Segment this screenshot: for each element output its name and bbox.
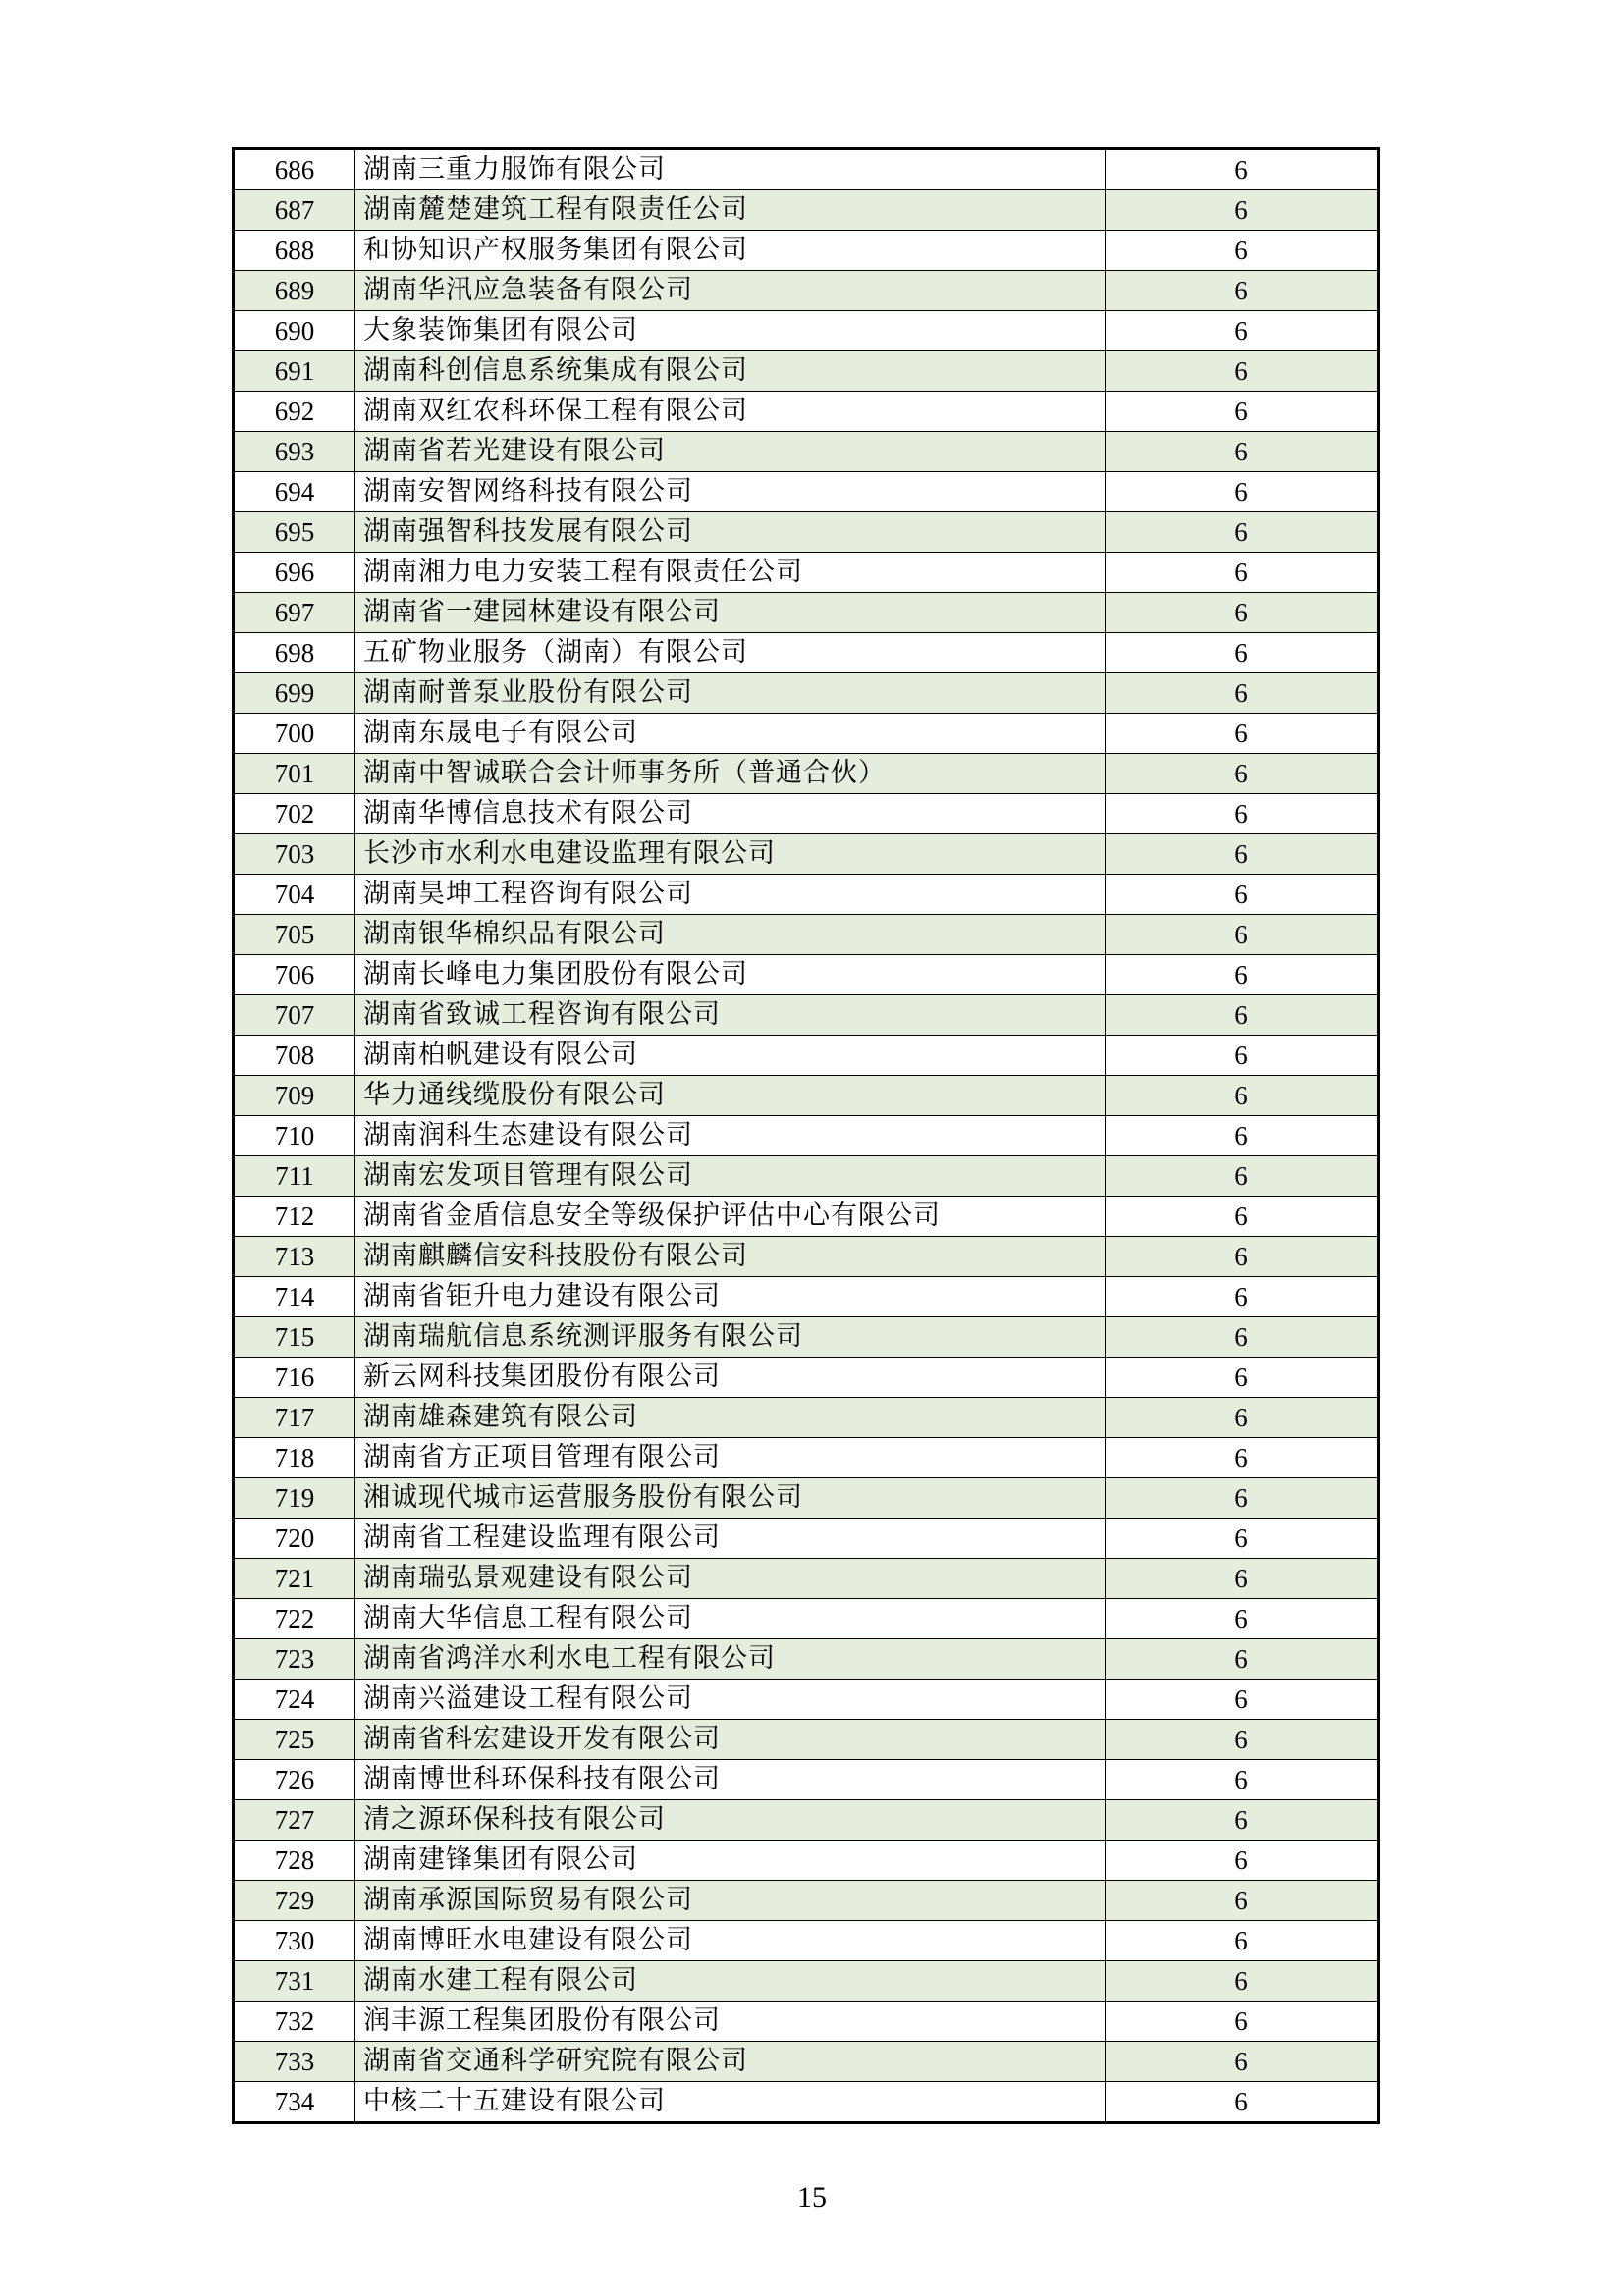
company-name-cell: 湖南三重力服饰有限公司 — [355, 149, 1106, 190]
row-number-cell: 731 — [234, 1961, 355, 2002]
table-row — [234, 633, 1379, 673]
score-cell: 6 — [1106, 1559, 1379, 1599]
company-name-cell: 湖南省钜升电力建设有限公司 — [355, 1277, 1106, 1317]
score-cell: 6 — [1106, 1921, 1379, 1961]
company-name-cell: 湖南省交通科学研究院有限公司 — [355, 2042, 1106, 2082]
row-number-cell: 721 — [234, 1559, 355, 1599]
table-row — [234, 834, 1379, 875]
score-cell: 6 — [1106, 1116, 1379, 1156]
row-number-cell: 703 — [234, 834, 355, 875]
row-number-cell: 697 — [234, 593, 355, 633]
row-number-cell: 729 — [234, 1881, 355, 1921]
score-cell: 6 — [1106, 149, 1379, 190]
row-number-cell: 695 — [234, 512, 355, 553]
company-name-cell: 湖南省金盾信息安全等级保护评估中心有限公司 — [355, 1197, 1106, 1237]
score-cell: 6 — [1106, 955, 1379, 995]
company-name-cell: 华力通线缆股份有限公司 — [355, 1076, 1106, 1116]
score-cell: 6 — [1106, 392, 1379, 432]
row-number-cell: 708 — [234, 1036, 355, 1076]
row-number-cell: 728 — [234, 1841, 355, 1881]
row-number-cell: 691 — [234, 351, 355, 392]
score-cell: 6 — [1106, 1478, 1379, 1519]
table-row — [234, 754, 1379, 794]
table-row — [234, 1277, 1379, 1317]
row-number-cell: 698 — [234, 633, 355, 673]
table-row — [234, 1841, 1379, 1881]
row-number-cell: 727 — [234, 1800, 355, 1841]
score-cell: 6 — [1106, 1881, 1379, 1921]
score-cell: 6 — [1106, 472, 1379, 512]
company-name-cell: 湖南省科宏建设开发有限公司 — [355, 1720, 1106, 1760]
row-number-cell: 726 — [234, 1760, 355, 1800]
row-number-cell: 696 — [234, 553, 355, 593]
row-number-cell: 724 — [234, 1680, 355, 1720]
score-cell: 6 — [1106, 834, 1379, 875]
row-number-cell: 713 — [234, 1237, 355, 1277]
company-name-cell: 湖南润科生态建设有限公司 — [355, 1116, 1106, 1156]
row-number-cell: 712 — [234, 1197, 355, 1237]
company-name-cell: 湖南兴溢建设工程有限公司 — [355, 1680, 1106, 1720]
score-cell: 6 — [1106, 432, 1379, 472]
row-number-cell: 690 — [234, 311, 355, 351]
score-cell: 6 — [1106, 633, 1379, 673]
company-name-cell: 湘诚现代城市运营服务股份有限公司 — [355, 1478, 1106, 1519]
score-cell: 6 — [1106, 754, 1379, 794]
company-name-cell: 新云网科技集团股份有限公司 — [355, 1358, 1106, 1398]
score-cell: 6 — [1106, 875, 1379, 915]
score-cell: 6 — [1106, 231, 1379, 271]
score-cell: 6 — [1106, 1277, 1379, 1317]
score-cell: 6 — [1106, 1720, 1379, 1760]
table-row — [234, 2042, 1379, 2082]
score-cell: 6 — [1106, 1317, 1379, 1358]
company-name-cell: 湖南瑞弘景观建设有限公司 — [355, 1559, 1106, 1599]
table-row — [234, 2082, 1379, 2123]
company-name-cell: 湖南承源国际贸易有限公司 — [355, 1881, 1106, 1921]
score-cell: 6 — [1106, 1680, 1379, 1720]
company-name-cell: 湖南省一建园林建设有限公司 — [355, 593, 1106, 633]
table-row — [234, 1036, 1379, 1076]
table-row — [234, 794, 1379, 834]
score-cell: 6 — [1106, 1036, 1379, 1076]
table-row — [234, 1760, 1379, 1800]
table-body — [234, 149, 1379, 2123]
company-name-cell: 湖南省工程建设监理有限公司 — [355, 1519, 1106, 1559]
company-name-cell: 湖南省方正项目管理有限公司 — [355, 1438, 1106, 1478]
row-number-cell: 733 — [234, 2042, 355, 2082]
row-number-cell: 704 — [234, 875, 355, 915]
row-number-cell: 730 — [234, 1921, 355, 1961]
row-number-cell: 702 — [234, 794, 355, 834]
table-row — [234, 1156, 1379, 1197]
row-number-cell: 710 — [234, 1116, 355, 1156]
row-number-cell: 716 — [234, 1358, 355, 1398]
score-cell: 6 — [1106, 593, 1379, 633]
score-cell: 6 — [1106, 553, 1379, 593]
row-number-cell: 689 — [234, 271, 355, 311]
score-cell: 6 — [1106, 1197, 1379, 1237]
table-row — [234, 1639, 1379, 1680]
row-number-cell: 719 — [234, 1478, 355, 1519]
score-cell: 6 — [1106, 673, 1379, 714]
table-row — [234, 1599, 1379, 1639]
company-name-cell: 润丰源工程集团股份有限公司 — [355, 2002, 1106, 2042]
table-row — [234, 553, 1379, 593]
company-name-cell: 湖南科创信息系统集成有限公司 — [355, 351, 1106, 392]
table-row — [234, 1116, 1379, 1156]
company-name-cell: 湖南华博信息技术有限公司 — [355, 794, 1106, 834]
score-cell: 6 — [1106, 1076, 1379, 1116]
table-row — [234, 1800, 1379, 1841]
company-name-cell: 湖南博旺水电建设有限公司 — [355, 1921, 1106, 1961]
table-row — [234, 1519, 1379, 1559]
table-row — [234, 271, 1379, 311]
row-number-cell: 694 — [234, 472, 355, 512]
table-row — [234, 472, 1379, 512]
table-row — [234, 955, 1379, 995]
table-row — [234, 1720, 1379, 1760]
score-cell: 6 — [1106, 311, 1379, 351]
table-row — [234, 351, 1379, 392]
score-cell: 6 — [1106, 1800, 1379, 1841]
score-cell: 6 — [1106, 351, 1379, 392]
company-name-cell: 五矿物业服务（湖南）有限公司 — [355, 633, 1106, 673]
company-name-cell: 和协知识产权服务集团有限公司 — [355, 231, 1106, 271]
row-number-cell: 714 — [234, 1277, 355, 1317]
table-row — [234, 1559, 1379, 1599]
company-name-cell: 中核二十五建设有限公司 — [355, 2082, 1106, 2123]
score-cell: 6 — [1106, 714, 1379, 754]
company-name-cell: 湖南宏发项目管理有限公司 — [355, 1156, 1106, 1197]
row-number-cell: 693 — [234, 432, 355, 472]
company-name-cell: 湖南大华信息工程有限公司 — [355, 1599, 1106, 1639]
row-number-cell: 722 — [234, 1599, 355, 1639]
company-name-cell: 湖南耐普泵业股份有限公司 — [355, 673, 1106, 714]
row-number-cell: 720 — [234, 1519, 355, 1559]
company-name-cell: 长沙市水利水电建设监理有限公司 — [355, 834, 1106, 875]
company-name-cell: 清之源环保科技有限公司 — [355, 1800, 1106, 1841]
company-name-cell: 湖南雄森建筑有限公司 — [355, 1398, 1106, 1438]
score-cell: 6 — [1106, 794, 1379, 834]
table-row — [234, 593, 1379, 633]
table-row — [234, 392, 1379, 432]
score-cell: 6 — [1106, 915, 1379, 955]
table-row — [234, 1398, 1379, 1438]
table-row — [234, 231, 1379, 271]
row-number-cell: 700 — [234, 714, 355, 754]
score-cell: 6 — [1106, 2082, 1379, 2123]
table-row — [234, 1680, 1379, 1720]
row-number-cell: 705 — [234, 915, 355, 955]
score-cell: 6 — [1106, 1398, 1379, 1438]
score-cell: 6 — [1106, 1156, 1379, 1197]
score-cell: 6 — [1106, 995, 1379, 1036]
table-row — [234, 190, 1379, 231]
company-name-cell: 湖南银华棉织品有限公司 — [355, 915, 1106, 955]
row-number-cell: 723 — [234, 1639, 355, 1680]
row-number-cell: 688 — [234, 231, 355, 271]
row-number-cell: 725 — [234, 1720, 355, 1760]
row-number-cell: 734 — [234, 2082, 355, 2123]
table-row — [234, 1358, 1379, 1398]
score-cell: 6 — [1106, 271, 1379, 311]
table-row — [234, 1961, 1379, 2002]
row-number-cell: 701 — [234, 754, 355, 794]
table-row — [234, 1076, 1379, 1116]
company-name-cell: 湖南湘力电力安装工程有限责任公司 — [355, 553, 1106, 593]
score-cell: 6 — [1106, 1237, 1379, 1277]
row-number-cell: 718 — [234, 1438, 355, 1478]
table-row — [234, 1478, 1379, 1519]
row-number-cell: 706 — [234, 955, 355, 995]
table-row — [234, 1438, 1379, 1478]
table-row — [234, 432, 1379, 472]
company-name-cell: 湖南省致诚工程咨询有限公司 — [355, 995, 1106, 1036]
score-cell: 6 — [1106, 1519, 1379, 1559]
company-name-cell: 湖南麓楚建筑工程有限责任公司 — [355, 190, 1106, 231]
company-name-cell: 湖南华汛应急装备有限公司 — [355, 271, 1106, 311]
score-cell: 6 — [1106, 2042, 1379, 2082]
row-number-cell: 709 — [234, 1076, 355, 1116]
table-row — [234, 673, 1379, 714]
score-cell: 6 — [1106, 1639, 1379, 1680]
company-name-cell: 湖南省鸿洋水利水电工程有限公司 — [355, 1639, 1106, 1680]
row-number-cell: 717 — [234, 1398, 355, 1438]
score-cell: 6 — [1106, 2002, 1379, 2042]
table-row — [234, 875, 1379, 915]
table-row — [234, 311, 1379, 351]
score-cell: 6 — [1106, 1760, 1379, 1800]
company-name-cell: 湖南省若光建设有限公司 — [355, 432, 1106, 472]
row-number-cell: 707 — [234, 995, 355, 1036]
table-row — [234, 1197, 1379, 1237]
row-number-cell: 686 — [234, 149, 355, 190]
table-row — [234, 915, 1379, 955]
table-row — [234, 2002, 1379, 2042]
row-number-cell: 711 — [234, 1156, 355, 1197]
row-number-cell: 687 — [234, 190, 355, 231]
score-cell: 6 — [1106, 512, 1379, 553]
company-name-cell: 大象装饰集团有限公司 — [355, 311, 1106, 351]
company-name-cell: 湖南强智科技发展有限公司 — [355, 512, 1106, 553]
row-number-cell: 692 — [234, 392, 355, 432]
company-name-cell: 湖南昊坤工程咨询有限公司 — [355, 875, 1106, 915]
company-list-table — [232, 147, 1380, 2124]
row-number-cell: 732 — [234, 2002, 355, 2042]
table-row — [234, 1921, 1379, 1961]
row-number-cell: 699 — [234, 673, 355, 714]
company-name-cell: 湖南柏帆建设有限公司 — [355, 1036, 1106, 1076]
company-name-cell: 湖南水建工程有限公司 — [355, 1961, 1106, 2002]
score-cell: 6 — [1106, 1438, 1379, 1478]
company-name-cell: 湖南长峰电力集团股份有限公司 — [355, 955, 1106, 995]
company-name-cell: 湖南东晟电子有限公司 — [355, 714, 1106, 754]
score-cell: 6 — [1106, 1961, 1379, 2002]
company-name-cell: 湖南博世科环保科技有限公司 — [355, 1760, 1106, 1800]
company-name-cell: 湖南建锋集团有限公司 — [355, 1841, 1106, 1881]
table-row — [234, 149, 1379, 190]
company-name-cell: 湖南双红农科环保工程有限公司 — [355, 392, 1106, 432]
score-cell: 6 — [1106, 190, 1379, 231]
company-name-cell: 湖南中智诚联合会计师事务所（普通合伙） — [355, 754, 1106, 794]
page-number: 15 — [797, 2181, 827, 2214]
row-number-cell: 715 — [234, 1317, 355, 1358]
table-row — [234, 1881, 1379, 1921]
score-cell: 6 — [1106, 1599, 1379, 1639]
company-name-cell: 湖南麒麟信安科技股份有限公司 — [355, 1237, 1106, 1277]
table-row — [234, 995, 1379, 1036]
table-row — [234, 1237, 1379, 1277]
score-cell: 6 — [1106, 1358, 1379, 1398]
table-row — [234, 714, 1379, 754]
table-row — [234, 1317, 1379, 1358]
company-name-cell: 湖南安智网络科技有限公司 — [355, 472, 1106, 512]
table-row — [234, 512, 1379, 553]
company-name-cell: 湖南瑞航信息系统测评服务有限公司 — [355, 1317, 1106, 1358]
score-cell: 6 — [1106, 1841, 1379, 1881]
